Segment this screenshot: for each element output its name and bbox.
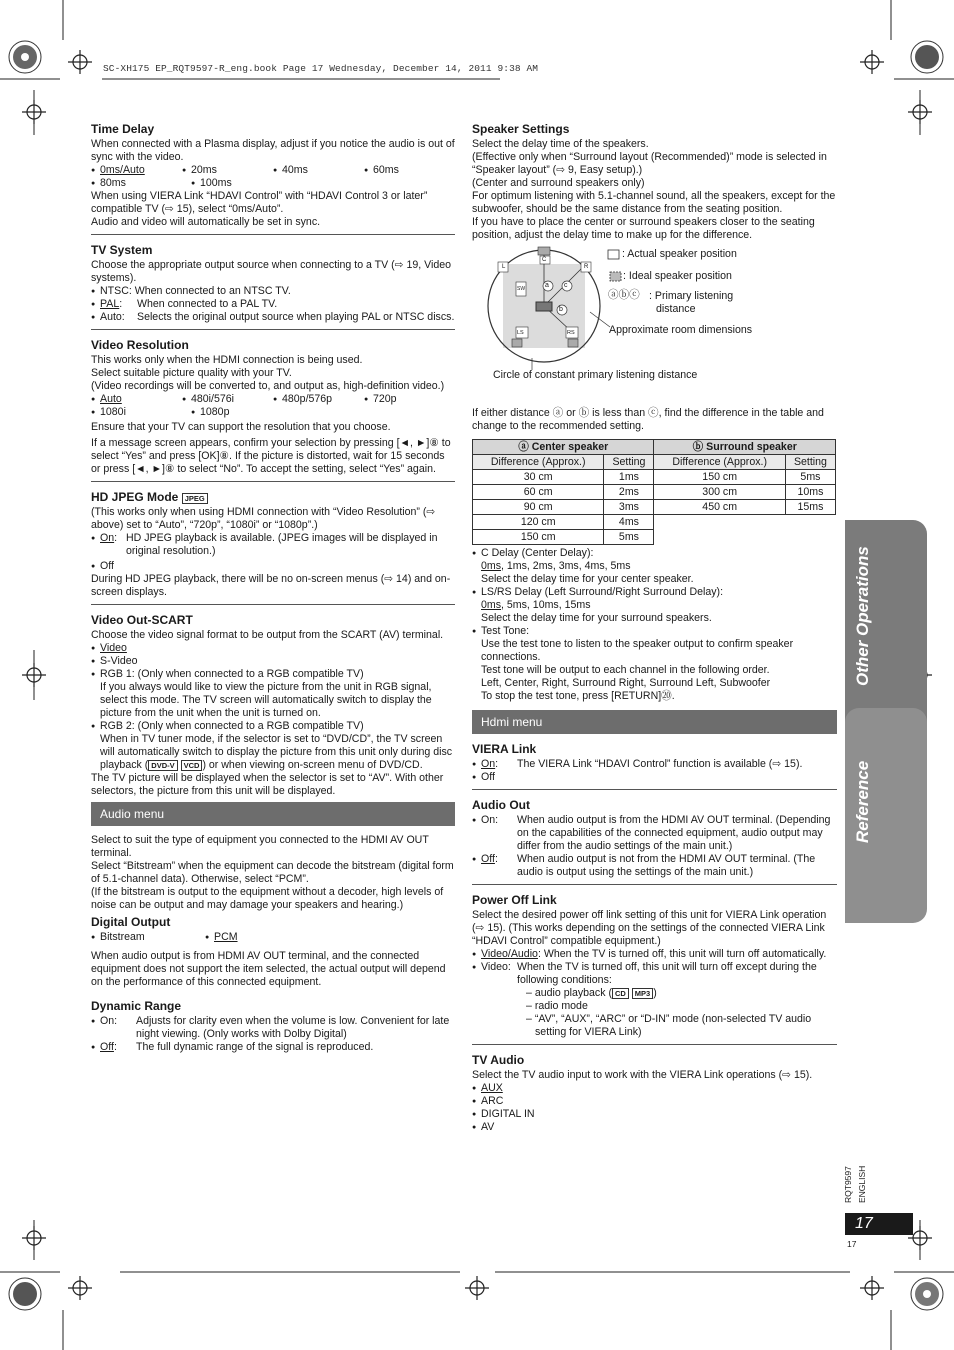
- time-delay-title: Time Delay: [91, 122, 155, 136]
- option: Auto: [100, 393, 122, 405]
- speaker-settings-text: If you have to place the center or surround speakers closer to the seating position, adjust the delay time to make up for the difference.: [472, 216, 815, 241]
- tv-system-intro: Choose the appropriate output source when connecting to a TV (⇨ 19, Video systems).: [91, 259, 452, 284]
- option: ● S-Video: [91, 655, 455, 668]
- hd-jpeg-intro: (This works only when using HDMI connection with “Video Resolution” (⇨ above) set to “Auto”, “720p”, “1080i” or “1080p”.): [91, 506, 436, 531]
- speaker-sw-label: SW: [517, 286, 526, 292]
- speaker-r-label: R: [584, 264, 589, 270]
- divider: [91, 234, 455, 235]
- table-row: 30 cm 1ms 150 cm 5ms: [473, 470, 836, 485]
- legend-abc-symbols: ⓐⓑⓒ: [608, 289, 640, 301]
- option: AUX: [481, 1082, 503, 1094]
- dvdv-tag: DVD-V: [148, 760, 177, 771]
- speaker-ls-label: LS: [517, 330, 524, 336]
- page-number-small: 17: [847, 1239, 857, 1249]
- speaker-settings-text: (Center and surround speakers only): [472, 177, 645, 189]
- time-delay-options-2: [91, 177, 455, 190]
- table-subhead: Difference (Approx.): [473, 455, 604, 470]
- distance-c-label: c: [564, 282, 568, 289]
- condition-item: – radio mode: [526, 1000, 588, 1012]
- option: ● 1080p: [191, 406, 291, 419]
- audio-out-title: Audio Out: [472, 798, 530, 812]
- distance-b-label: b: [559, 306, 563, 313]
- table-subhead: Difference (Approx.): [654, 455, 785, 470]
- divider: [472, 1044, 837, 1045]
- option: ● 80ms: [91, 177, 191, 190]
- right-column: [472, 122, 837, 1134]
- legend-primary: : Primary listening: [649, 290, 734, 302]
- table-head-surround: ⓑ Surround speaker: [654, 440, 836, 455]
- video-resolution-options: [91, 393, 455, 406]
- if-either-text: If either distance ⓐ or ⓑ is less than ⓒ, find the difference in the table and change to the recommended setting.: [472, 407, 824, 432]
- video-resolution-title: Video Resolution: [91, 338, 189, 352]
- video-out-scart-title: Video Out-SCART: [91, 613, 193, 627]
- video-resolution-text: (Video recordings will be converted to, and output as, high-definition video.): [91, 380, 445, 392]
- language-label: ENGLISH: [857, 1165, 867, 1203]
- speaker-settings-text: For optimum listening with 5.1-channel sound, all the speakers, except for the subwoofer, should be the same distance from the seating position.: [472, 190, 836, 215]
- option: ● 1080i: [91, 406, 191, 419]
- divider: [472, 789, 837, 790]
- table-subhead: Setting: [604, 455, 654, 470]
- audio-menu-text: Select to suit the type of equipment you connected to the HDMI AV OUT terminal.: [91, 834, 429, 859]
- model-number: RQT9597: [843, 1166, 853, 1203]
- tv-audio-intro: Select the TV audio input to work with the VIERA Link operations (⇨ 15).: [472, 1069, 813, 1081]
- hd-jpeg-title: HD JPEG Mode JPEG: [91, 490, 455, 504]
- lsrs-delay-item: ● LS/RS Delay (Left Surround/Right Surround Delay):: [472, 586, 837, 599]
- side-tab-reference-label: Reference: [853, 760, 872, 843]
- audio-out-off: ● Off: When audio output is not from the HDMI AV OUT terminal. (The audio is output using the settings of the main unit.): [472, 853, 837, 879]
- digital-output-title: Digital Output: [91, 915, 171, 929]
- option: 0ms/Auto: [100, 164, 145, 176]
- video-resolution-text: If a message screen appears, confirm your selection by pressing [◄, ►]⑧ to select “Yes” and press [OK]⑧. If the picture is distorted, wait for 15 seconds or press [◄, ►]⑧ to select “No”. To accept the setting, select “Yes” again.: [91, 437, 451, 475]
- option: Video: [100, 642, 127, 654]
- speaker-settings-title: Speaker Settings: [472, 122, 570, 136]
- dynamic-range-off: ● Off: The full dynamic range of the signal is reproduced.: [91, 1041, 455, 1054]
- option: ● 40ms: [273, 164, 364, 177]
- option: ● AV: [472, 1121, 837, 1134]
- option: ● 60ms: [364, 164, 455, 177]
- left-column: [91, 122, 455, 1054]
- audio-out-on: ● On: When audio output is from the HDMI AV OUT terminal. (Depending on the capabilities of the connected equipment, audio output may differ from the audio settings of the main unit.): [472, 814, 837, 853]
- vcd-tag: VCD: [181, 760, 203, 771]
- video-resolution-options-2: [91, 406, 455, 419]
- tv-audio-title: TV Audio: [472, 1053, 525, 1067]
- time-delay-intro: When connected with a Plasma display, adjust if you notice the audio is out of sync with the video.: [91, 138, 455, 163]
- legend-actual: : Actual speaker position: [622, 248, 737, 260]
- video-resolution-text: This works only when the HDMI connection is being used.: [91, 354, 363, 366]
- circle-label: Circle of constant primary listening distance: [493, 369, 698, 381]
- video-resolution-text: Select suitable picture quality with your TV.: [91, 367, 292, 379]
- viera-link-off: ● Off: [472, 771, 837, 784]
- speaker-layout-diagram: [472, 242, 837, 399]
- mp3-tag: MP3: [632, 988, 653, 999]
- c-delay-item: ● C Delay (Center Delay):: [472, 547, 837, 560]
- rgb2-detail: When in TV tuner mode, if the selector is set to “DVD/CD”, the TV screen will automatically switch to display the picture from this unit only during disc playback ( DVD-V VCD ) or when viewing on-screen menu of DVD/CD.: [100, 733, 453, 771]
- video-out-scart-note: The TV picture will be displayed when the selector is set to “AV”. With other selectors, the picture from this unit will be displayed.: [91, 772, 444, 797]
- option: ● RGB 2: (Only when connected to a RGB compatible TV): [91, 720, 455, 733]
- option: ● DIGITAL IN: [472, 1108, 837, 1121]
- audio-menu-text: Select “Bitstream” when the equipment can decode the bitstream (digital form of 5.1-channel data). Otherwise, select “PCM”.: [91, 860, 454, 885]
- power-off-link-intro: Select the desired power off link setting of this unit for VIERA Link operation (⇨ 15). (This works depending on the settings of the connected VIERA Link “HDAVI Control” compatible equipment.): [472, 909, 827, 947]
- time-delay-note: Audio and video will automatically be set in sync.: [91, 216, 321, 228]
- side-tab-other-label: Other Operations: [853, 546, 872, 686]
- divider: [472, 884, 837, 885]
- c-delay-options: 0ms, 1ms, 2ms, 3ms, 4ms, 5ms: [481, 560, 631, 572]
- table-row: 60 cm 2ms 300 cm 10ms: [473, 485, 836, 500]
- test-tone-text: To stop the test tone, press [RETURN]⑳.: [481, 690, 675, 702]
- tv-system-pal: ● PAL: When connected to a PAL TV.: [91, 298, 455, 311]
- page-number-box: 17: [845, 1213, 913, 1235]
- divider: [91, 329, 455, 330]
- audio-menu-bar: Audio menu: [91, 802, 455, 826]
- legend-distance: distance: [656, 303, 696, 315]
- option: PCM: [214, 931, 238, 943]
- dynamic-range-title: Dynamic Range: [91, 999, 182, 1013]
- test-tone-item: ● Test Tone:: [472, 625, 837, 638]
- jpeg-tag: JPEG: [182, 493, 208, 504]
- speaker-settings-text: Select the delay time of the speakers.: [472, 138, 649, 150]
- table-head-center: ⓐ Center speaker: [473, 440, 654, 455]
- time-delay-options: [91, 164, 455, 177]
- condition-item: – audio playback ( CD MP3 ): [526, 987, 657, 999]
- hd-jpeg-off: ● Off: [91, 560, 455, 573]
- table-row: 90 cm 3ms 450 cm 15ms: [473, 500, 836, 515]
- digital-output-options: [91, 931, 455, 944]
- test-tone-text: Left, Center, Right, Surround Right, Surround Left, Subwoofer: [481, 677, 771, 689]
- audio-menu-text: (If the bitstream is output to the equipment without a decoder, high levels of noise can be output and may damage your speakers and hearing.): [91, 886, 444, 911]
- legend-ideal: : Ideal speaker position: [623, 270, 732, 282]
- c-delay-desc: Select the delay time for your center speaker.: [481, 573, 694, 585]
- option: ● 480p/576p: [273, 393, 364, 406]
- lsrs-delay-desc: Select the delay time for your surround speakers.: [481, 612, 712, 624]
- power-off-video-audio: ● Video/Audio : When the TV is turned off, this unit will turn off automatically.: [472, 948, 837, 961]
- divider: [91, 481, 455, 482]
- time-delay-note: When using VIERA Link “HDAVI Control” with “HDAVI Control 3 or later” compatible TV (⇨ 15), select “0ms/Auto”.: [91, 190, 428, 215]
- speaker-settings-text: (Effective only when “Surround layout (Recommended)” mode is selected in “Speaker layout” (⇨ 9, Easy setup).): [472, 151, 827, 176]
- speaker-l-label: L: [502, 264, 506, 270]
- video-resolution-text: Ensure that your TV can support the resolution that you choose.: [91, 421, 391, 433]
- power-off-link-title: Power Off Link: [472, 893, 557, 907]
- cd-tag: CD: [612, 988, 629, 999]
- viera-link-on: ● On: The VIERA Link “HDAVI Control” function is available (⇨ 15).: [472, 758, 837, 771]
- table-row: 120 cm 4ms: [473, 515, 836, 530]
- option: ● 100ms: [191, 177, 291, 190]
- speaker-delay-table: [472, 439, 836, 545]
- speaker-c-label: C: [542, 257, 547, 263]
- condition-item: – “AV”, “AUX”, “ARC” or “D-IN” mode (non-selected TV audio setting for VIERA Link): [526, 1013, 812, 1038]
- speaker-rs-label: RS: [567, 330, 575, 336]
- test-tone-text: Test tone will be output to each channel in the following order.: [481, 664, 770, 676]
- divider: [91, 604, 455, 605]
- video-out-scart-intro: Choose the video signal format to be output from the SCART (AV) terminal.: [91, 629, 444, 641]
- option: ● 480i/576i: [182, 393, 273, 406]
- hd-jpeg-note: During HD JPEG playback, there will be no on-screen menus (⇨ 14) and on-screen displays.: [91, 573, 451, 598]
- power-off-video: ● Video: When the TV is turned off, this unit will turn off except during the following conditions:: [472, 961, 837, 987]
- tv-system-auto: ● Auto: Selects the original output source when playing PAL or NTSC discs.: [91, 311, 455, 324]
- lsrs-delay-options: 0ms, 5ms, 10ms, 15ms: [481, 599, 591, 611]
- option: ● 20ms: [182, 164, 273, 177]
- dynamic-range-on: ● On: Adjusts for clarity even when the volume is low. Convenient for late night viewing. (Only works with Dolby Digital): [91, 1015, 455, 1041]
- rgb1-detail: If you always would like to view the picture from the unit in RGB signal, select this mode. The TV screen will automatically switch to display the picture from the unit when the unit is turned on.: [100, 681, 432, 719]
- file-header: SC-XH175 EP_RQT9597-R_eng.book Page 17 Wednesday, December 14, 2011 9:38 AM: [103, 63, 539, 74]
- option: ● ARC: [472, 1095, 837, 1108]
- digital-output-note: When audio output is from HDMI AV OUT terminal, and the connected equipment does not support the item selected, the actual output will depend on the performance of this connected equipment.: [91, 950, 446, 988]
- hdmi-menu-bar: Hdmi menu: [472, 710, 837, 734]
- table-row: 150 cm 5ms: [473, 530, 836, 545]
- option: ● RGB 1: (Only when connected to a RGB compatible TV): [91, 668, 455, 681]
- test-tone-text: Use the test tone to listen to the speaker output to confirm speaker connections.: [481, 638, 794, 663]
- hd-jpeg-on: ● On: HD JPEG playback is available. (JPEG images will be displayed in original resolution.): [91, 532, 455, 558]
- option: ● 720p: [364, 393, 455, 406]
- room-dimensions-label: Approximate room dimensions: [609, 324, 753, 336]
- distance-a-label: a: [545, 282, 549, 289]
- option: ● Bitstream: [91, 931, 205, 944]
- viera-link-title: VIERA Link: [472, 742, 537, 756]
- tv-system-title: TV System: [91, 243, 153, 257]
- table-subhead: Setting: [785, 455, 835, 470]
- tv-system-ntsc: ● NTSC: When connected to an NTSC TV.: [91, 285, 455, 298]
